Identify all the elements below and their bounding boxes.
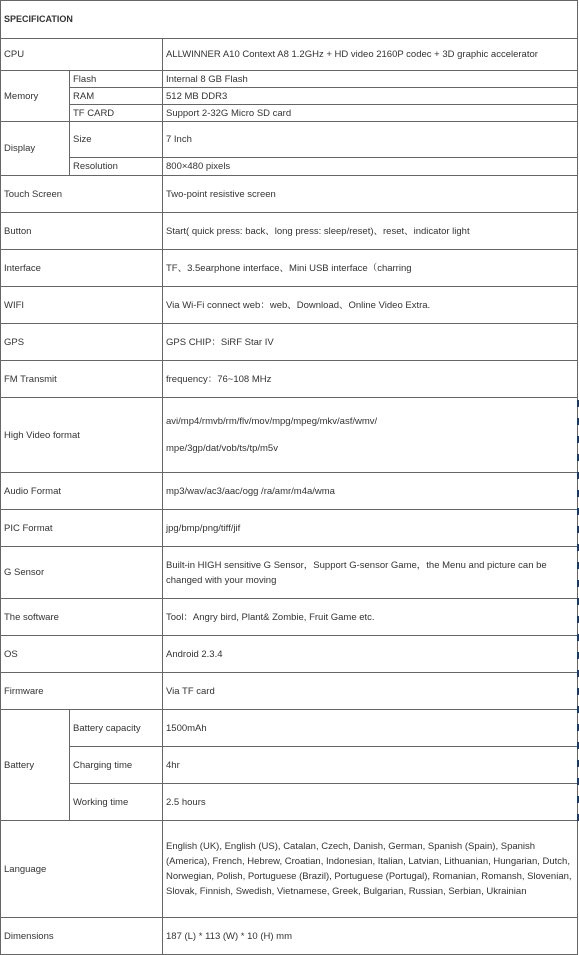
table-row [1,213,578,250]
row-value-battery-capacity: 1500mAh [163,710,578,747]
row-value-video-format [163,398,578,473]
row-value-fm-transmit: frequency：76~108 MHz [163,361,578,398]
row-label-fm-transmit: FM Transmit [1,361,163,398]
row-value-dimensions: 187 (L) * 113 (W) * 10 (H) mm [163,918,578,955]
video-format-line-1: avi/mp4/rmvb/rm/flv/mov/mpg/mpeg/mkv/asf/wmv/ [166,416,378,427]
sub-label-flash: Flash [70,71,163,88]
table-row [1,250,578,287]
row-label-battery: Battery [1,710,70,821]
row-label-g-sensor: G Sensor [1,547,163,599]
table-row [1,747,578,784]
video-format-line-2: mpe/3gp/dat/vob/ts/tp/m5v [166,443,278,454]
row-label-touch-screen: Touch Screen [1,176,163,213]
row-label-dimensions: Dimensions [1,918,163,955]
table-row [1,122,578,158]
row-label-cpu: CPU [1,39,163,71]
table-row [1,361,578,398]
table-row [1,71,578,88]
row-value-interface: TF、3.5earphone interface、Mini USB interface（charring [163,250,578,287]
row-value-working-time: 2.5 hours [163,784,578,821]
sub-label-tf-card: TF CARD [70,105,163,122]
row-value-software: Tool：Angry bird, Plant& Zombie, Fruit Game etc. [163,599,578,636]
row-value-cpu: ALLWINNER A10 Context A8 1.2GHz + HD video 2160P codec + 3D graphic accelerator [163,39,578,71]
row-value-tf-card: Support 2-32G Micro SD card [163,105,578,122]
table-row [1,784,578,821]
row-label-firmware: Firmware [1,673,163,710]
row-value-charging-time: 4hr [163,747,578,784]
table-row [1,287,578,324]
row-value-ram: 512 MB DDR3 [163,88,578,105]
row-value-audio-format: mp3/wav/ac3/aac/ogg /ra/amr/m4a/wma [163,473,578,510]
table-row [1,673,578,710]
row-value-touch-screen: Two-point resistive screen [163,176,578,213]
table-row [1,176,578,213]
table-row [1,398,578,473]
row-label-button: Button [1,213,163,250]
table-row [1,918,578,955]
table-row [1,510,578,547]
sub-label-ram: RAM [70,88,163,105]
table-title: SPECIFICATION [1,1,578,39]
row-label-display: Display [1,122,70,176]
sub-label-battery-capacity: Battery capacity [70,710,163,747]
table-row [1,88,578,105]
row-label-audio-format: Audio Format [1,473,163,510]
row-label-pic-format: PIC Format [1,510,163,547]
row-label-interface: Interface [1,250,163,287]
row-value-pic-format: jpg/bmp/png/tiff/jif [163,510,578,547]
row-value-firmware: Via TF card [163,673,578,710]
row-value-button: Start( quick press: back、long press: sleep/reset)、reset、indicator light [163,213,578,250]
table-row [1,324,578,361]
row-value-wifi: Via Wi-Fi connect web：web、Download、Online Video Extra. [163,287,578,324]
table-row [1,547,578,599]
row-value-gps: GPS CHIP：SiRF Star IV [163,324,578,361]
row-label-video-format: High Video format [1,398,163,473]
row-label-os: OS [1,636,163,673]
row-label-memory: Memory [1,71,70,122]
table-row [1,1,578,39]
sub-label-charging-time: Charging time [70,747,163,784]
table-row [1,39,578,71]
sub-label-resolution: Resolution [70,158,163,176]
table-row [1,599,578,636]
table-row [1,636,578,673]
row-label-language: Language [1,821,163,918]
row-label-software: The software [1,599,163,636]
row-value-size: 7 Inch [163,122,578,158]
table-row [1,473,578,510]
row-value-language: English (UK), English (US), Catalan, Czech, Danish, German, Spanish (Spain), Spanish (America), French, Hebrew, Croatian, Indonesian, Italian, Latvian, Lithuanian, Hungarian, Dutch, Norwegian, Polish, Portuguese (Brazil), Portuguese (Portugal), Romanian, Romansh, Slovenian, Slovak, Finnish, Swedish, Vietnamese, Greek, Bulgarian, Russian, Serbian, Ukrainian [163,821,578,918]
table-row [1,821,578,918]
row-value-flash: Internal 8 GB Flash [163,71,578,88]
sub-label-working-time: Working time [70,784,163,821]
sub-label-size: Size [70,122,163,158]
table-row [1,158,578,176]
table-row [1,105,578,122]
row-value-os: Android 2.3.4 [163,636,578,673]
table-row [1,710,578,747]
row-label-gps: GPS [1,324,163,361]
row-value-resolution: 800×480 pixels [163,158,578,176]
row-label-wifi: WIFI [1,287,163,324]
row-value-g-sensor: Built-in HIGH sensitive G Sensor，Support G-sensor Game，the Menu and picture can be changed with your moving [163,547,578,599]
